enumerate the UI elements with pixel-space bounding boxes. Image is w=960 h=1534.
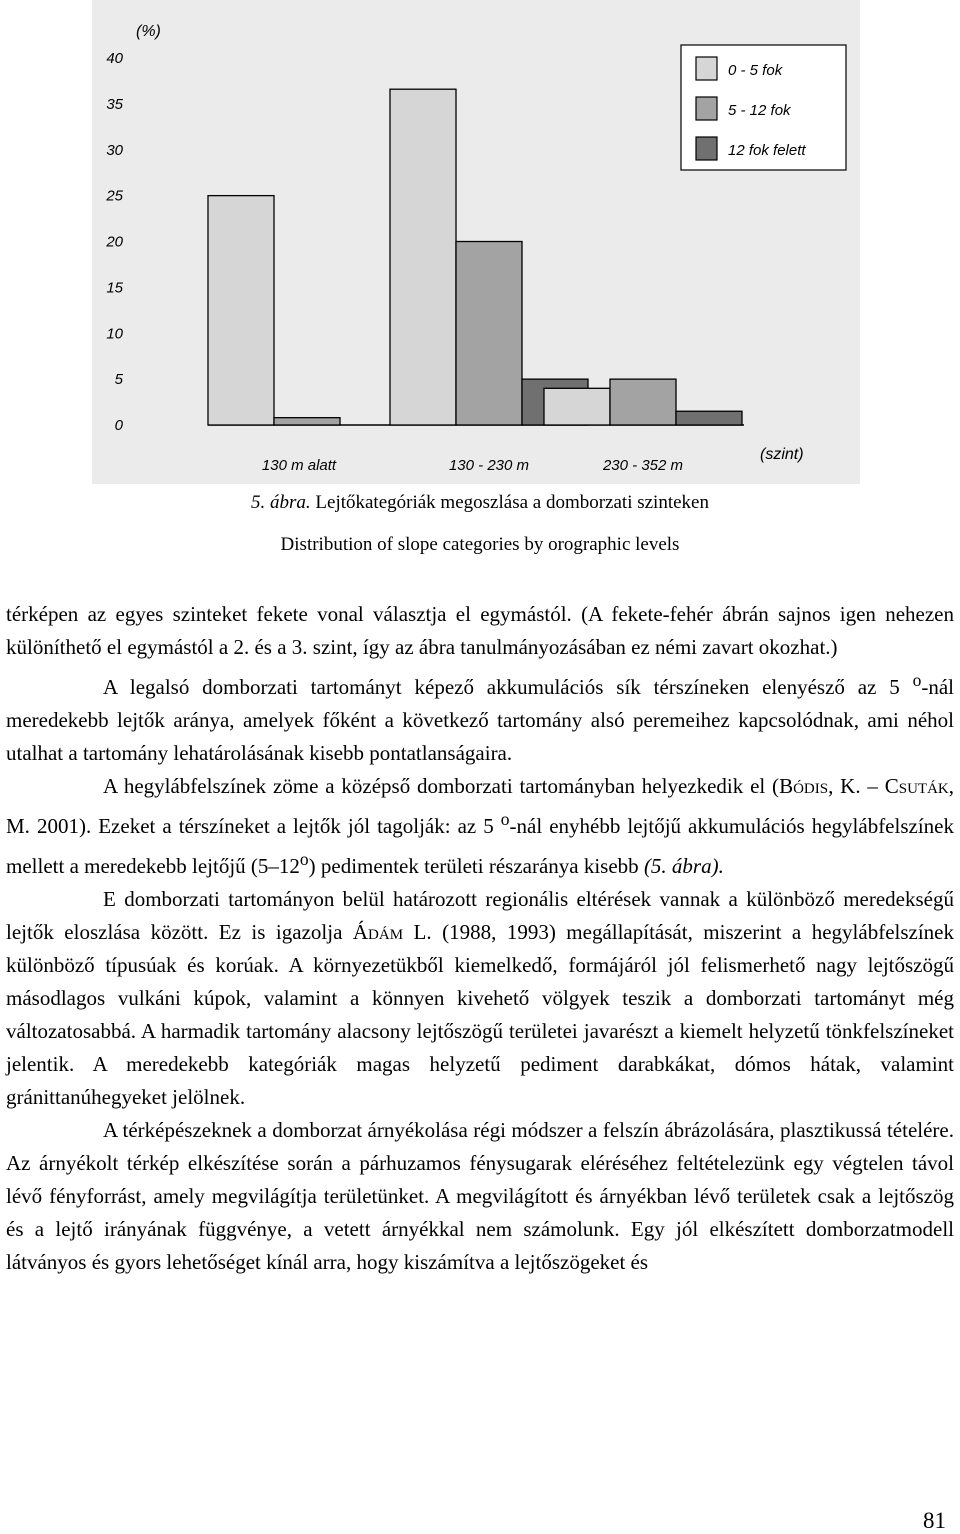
bar [676,411,742,425]
y-axis-unit-label: (%) [136,23,161,40]
y-tick-label: 20 [106,233,123,251]
paragraph-3-part-a: A hegylábfelszínek zöme a középső domborzati tartományban helyezkedik el ( [103,774,780,798]
paragraph-3-part-c: -nál enyhébb lejtőjű akkumulációs hegylábfelszínek mellett a meredekebb lejtőjű (5–12 [6,814,954,878]
legend-swatch [696,57,717,80]
figure [92,0,860,484]
legend-swatch [696,97,717,120]
bar [390,89,456,425]
x-category-label: 130 - 230 m [448,457,530,474]
bar [208,196,274,425]
y-axis-ticks [105,50,123,434]
bar-chart [92,0,860,484]
y-tick-label: 15 [106,279,123,297]
legend-label: 12 fok felett [728,142,806,159]
degree-superscript: o [299,849,309,869]
x-category-label: 130 m alatt [261,457,337,474]
y-tick-label: 35 [106,95,123,113]
bar [610,379,676,425]
paragraph-2 [6,664,954,770]
legend-swatch [696,137,717,160]
paragraph-4-part-a: E domborzati tartományon belül határozott regionális eltérések vannak a különböző meredekségű lejtők eloszlása között. Ez is igazolja [6,887,954,944]
bar [544,388,610,425]
legend-label: 5 - 12 fok [728,102,791,119]
legend [681,45,846,170]
author-citation: Csuták, M. [6,774,955,838]
paragraph-4-part-b: (1988, 1993) megállapítását, miszerint a hegylábfelszínek különböző típusúak és korúak. A környezetükből kiemelkedő, formájáról jól felismerhető nagy lejtőszögű másodlagos vulkáni kúpok, valamint a könnyen kivehető völgyek teszik a domborzati tartományt még változatosabbá. A harmadik tartomány alacsony lejtőszögű területei javarészt a kiemelt helyzetű tönkfelszíneket jelentik. A meredekebb kategóriák magas helyzetű pediment darabkákat, dómos hátak, valamint gránittanúhegyeket jelölnek. [6,920,955,1109]
body-text [6,598,954,1279]
x-category-label: 230 - 352 m [602,457,684,474]
paragraph-4 [6,883,954,1114]
bar [274,418,340,425]
figure-caption-hungarian [0,492,960,514]
figure-caption-english: Distribution of slope categories by orographic levels [280,534,680,555]
author-citation: Ádám L. [352,920,432,944]
paragraph-3 [6,770,954,883]
y-tick-label: 30 [106,141,123,159]
y-tick-label: 5 [114,371,123,389]
figure-number: 5. ábra. [251,492,311,513]
y-tick-label: 40 [106,50,123,67]
paragraph-5: A térképészeknek a domborzat árnyékolása régi módszer a felszín ábrázolására, plasztikussá tételére. Az árnyékolt térkép elkészítése során a párhuzamos fénysugarak eléréséhez feltételezünk egy végtelen távol lévő fényforrást, amely megvilágítja területünket. A megvilágított és árnyékban lévő területek csak a lejtőszög és a lejtő irányának függvénye, a vetett árnyékkal nem számolunk. Egy jól elkészített domborzatmodell látványos és gyors lehetőséget kínál arra, hogy kiszámítva a lejtőszögeket és [6,1118,954,1274]
page-number: 81 [923,1508,946,1533]
citation-dash: – [860,774,885,798]
degree-superscript: o [912,670,922,690]
degree-superscript: o [500,809,510,829]
paragraph-1: térképen az egyes szinteket fekete vonal választja el egymástól. (A fekete-fehér ábrán sajnos igen nehezen különíthető el egymástól a 2. és a 3. szint, így az ábra tanulmányozásában ez némi zavart okozhat.) [6,602,954,659]
y-tick-label: 25 [106,187,123,205]
bar [456,242,522,426]
x-axis-unit-label: (szint) [760,446,804,463]
y-tick-label: 10 [106,325,123,343]
paragraph-2-part-a: A legalsó domborzati tartományt képező akkumulációs sík térszíneken elenyésző az 5 [103,675,913,699]
figure-reference: (5. ábra). [643,854,724,878]
paragraph-3-part-d: ) pedimentek területi részaránya kisebb [308,854,644,878]
bars [208,89,742,425]
y-tick-label: 0 [114,417,123,434]
legend-label: 0 - 5 fok [728,62,783,79]
paragraph-3-part-b: 2001). Ezeket a térszíneket a lejtők jól tagolják: az 5 [29,814,501,838]
x-axis-category-labels [262,457,683,474]
figure-caption-hu-text: Lejtőkategóriák megoszlása a domborzati szinteken [315,492,709,513]
paragraph-2-part-b: -nál meredekebb lejtők aránya, amelyek főként a következő tartomány alsó peremeihez kapcsolódnak, ami néhol utalhat a tartomány lehatárolásának kisebb pontatlanságaira. [6,675,954,765]
author-citation: Bódis, K. [779,774,861,798]
